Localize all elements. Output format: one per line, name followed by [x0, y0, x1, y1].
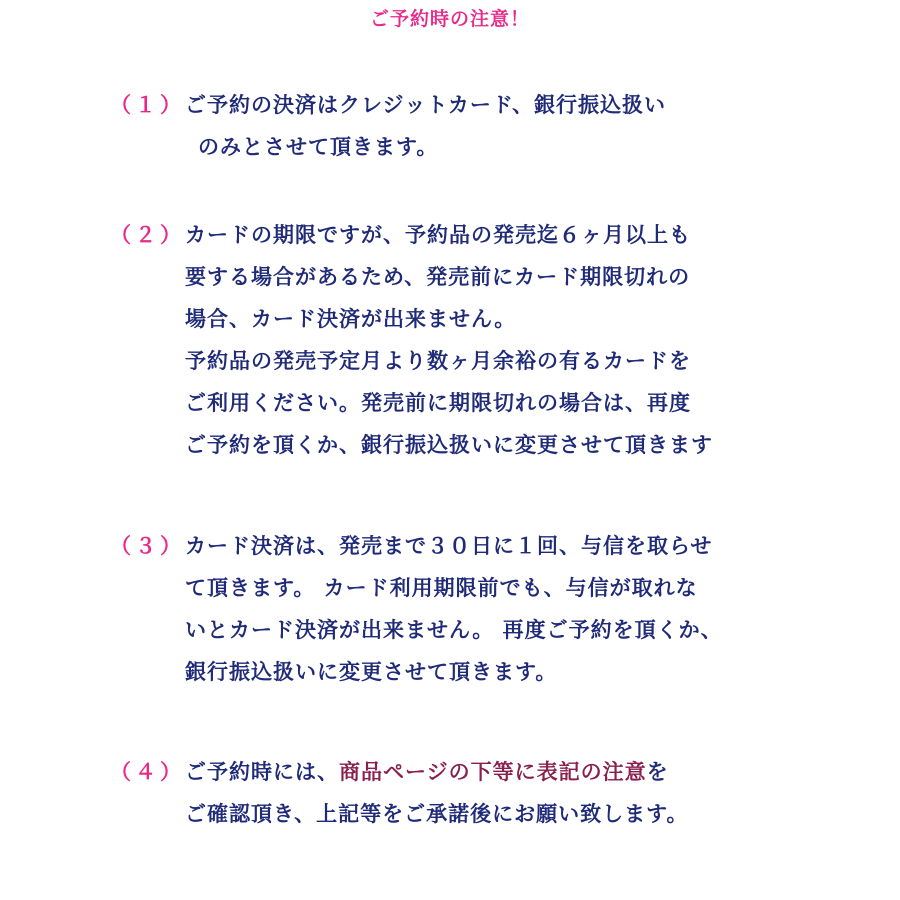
item-line-suffix: を	[646, 760, 669, 784]
item-number: （４）	[110, 760, 185, 784]
item-line: て頂きます。 カード利用期限前でも、与信が取れな	[185, 576, 698, 600]
item-text	[185, 751, 885, 835]
item-line: ご予約の決済はクレジットカード、銀行振込扱い	[185, 93, 666, 117]
item-line: 場合、カード決済が出来ません。	[185, 307, 517, 331]
item-line: カードの期限ですが、予約品の発売迄６ヶ月以上も	[185, 223, 691, 247]
item-line: ご利用ください。発売前に期限切れの場合は、再度	[185, 391, 691, 415]
item-line: いとカード決済が出来ません。 再度ご予約を頂くか、	[185, 618, 723, 642]
item-number: （１）	[110, 93, 185, 117]
item-number: （３）	[110, 534, 185, 558]
item-line: ご確認頂き、上記等をご承諾後にお願い致します。	[185, 802, 689, 826]
item-number: （２）	[110, 223, 185, 247]
item-line: カード決済は、発売まで３０日に１回、与信を取らせ	[185, 534, 713, 558]
item-text	[185, 84, 885, 168]
item-line: のみとさせて頂きます。	[198, 135, 439, 159]
item-line-prefix: ご予約時には、	[185, 760, 339, 784]
page-title: ご予約時の注意！	[369, 8, 530, 30]
item-line: 銀行振込扱いに変更させて頂きます。	[185, 660, 558, 684]
item-line: ご予約を頂くか、銀行振込扱いに変更させて頂きます	[185, 433, 713, 457]
item-line: 予約品の発売予定月より数ヶ月余裕の有るカードを	[185, 349, 691, 373]
item-line: 要する場合があるため、発売前にカード期限切れの	[185, 265, 691, 289]
highlighted-notice-text: 商品ページの下等に表記の注意	[339, 760, 647, 784]
item-text	[185, 525, 885, 693]
item-text	[185, 214, 885, 466]
item-line	[185, 751, 885, 793]
